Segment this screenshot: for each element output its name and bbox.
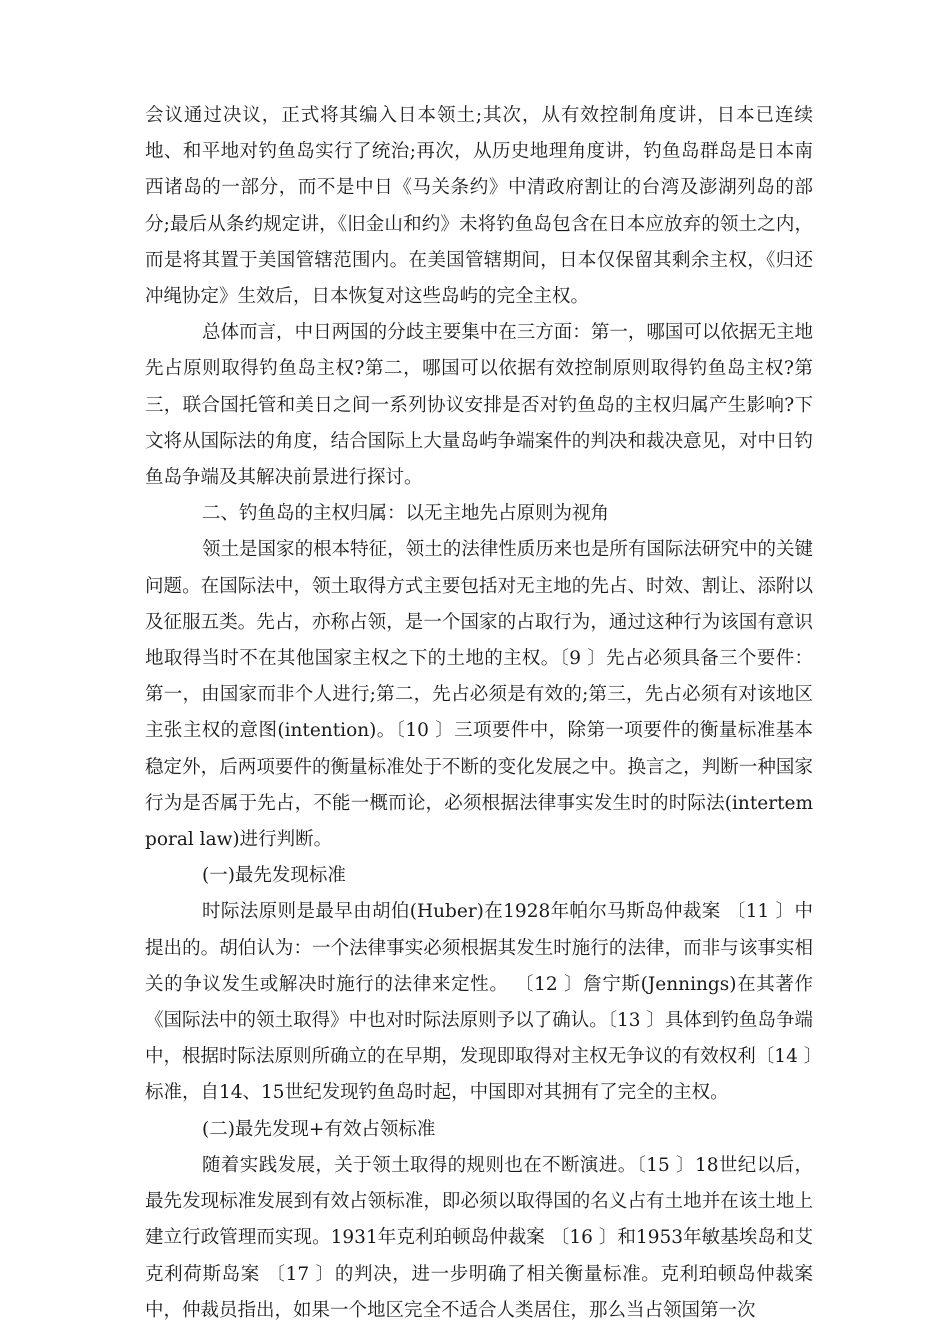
paragraph-2: 总体而言，中日两国的分歧主要集中在三方面：第一，哪国可以依据无主地先占原则取得钓鱼岛主权?第二，哪国可以依据有效控制原则取得钓鱼岛主权?第三，联合国托管和美日之间一系列协议安排是否对钓鱼岛的主权归属产生影响?下文将从国际法的角度，结合国际上大量岛屿争端案件的判决和裁决意见，对中日钓鱼岛争端及其解决前景进行探讨。 (145, 322, 813, 489)
section-heading: 二、钓鱼岛的主权归属：以无主地先占原则为视角 (202, 503, 610, 525)
paragraph-1: 会议通过决议，正式将其编入日本领土;其次，从有效控制角度讲，日本已连续地、和平地对钓鱼岛实行了统治;再次，从历史地理角度讲，钓鱼岛群岛是日本南西诸岛的一部分，而不是中日《马关条约》中清政府割让的台湾及澎湖列岛的部分;最后从条约规定讲，《旧金山和约》未将钓鱼岛包含在日本应放弃的领土之内，而是将其置于美国管辖范围内。在美国管辖期间，日本仅保留其剩余主权，《归还冲绳协定》生效后，日本恢复对这些岛屿的完全主权。 (145, 105, 813, 308)
subsection-heading-2: (二)最先发现+有效占领标准 (202, 1118, 436, 1140)
paragraph-5: 随着实践发展，关于领土取得的规则也在不断演进。〔15 〕18世纪以后，最先发现标准发展到有效占领标准，即必须以取得国的名义占有土地并在该土地上建立行政管理而实现。1931年克利珀顿岛仲裁案 〔16 〕和1953年敏基埃岛和艾克利荷斯岛案 〔17 〕的判决，进一步明确了相关衡量标准。克利珀顿岛仲裁案中，仲裁员指出，如果一个地区完全不适合人类居住，那么当占领国第一次 (145, 1154, 813, 1321)
subsection-heading-1: (一)最先发现标准 (202, 865, 346, 887)
paragraph-4: 时际法原则是最早由胡伯(Huber)在1928年帕尔马斯岛仲裁案 〔11 〕中提出的。胡伯认为：一个法律事实必须根据其发生时施行的法律，而非与该事实相关的争议发生或解决时施行的法律来定性。 〔12 〕詹宁斯(Jennings)在其著作《国际法中的领土取得》中也对时际法原则予以了确认。〔13 〕具体到钓鱼岛争端中，根据时际法原则所确立的在早期，发现即取得对主权无争议的有效权利〔14 〕标准，自14、15世纪发现钓鱼岛时起，中国即对其拥有了完全的主权。 (145, 901, 813, 1104)
document-body (145, 98, 813, 1329)
paragraph-3: 领土是国家的根本特征，领土的法律性质历来也是所有国际法研究中的关键问题。在国际法中，领土取得方式主要包括对无主地的先占、时效、割让、添附以及征服五类。先占，亦称占领，是一个国家的占取行为，通过这种行为该国有意识地取得当时不在其他国家主权之下的土地的主权。〔9 〕先占必须具备三个要件：第一，由国家而非个人进行;第二，先占必须是有效的;第三，先占必须有对该地区主张主权的意图(intention)。〔10 〕三项要件中，除第一项要件的衡量标准基本稳定外，后两项要件的衡量标准处于不断的变化发展之中。换言之，判断一种国家行为是否属于先占，不能一概而论，必须根据法律事实发生时的时际法(intertemporal law)进行判断。 (145, 539, 813, 851)
